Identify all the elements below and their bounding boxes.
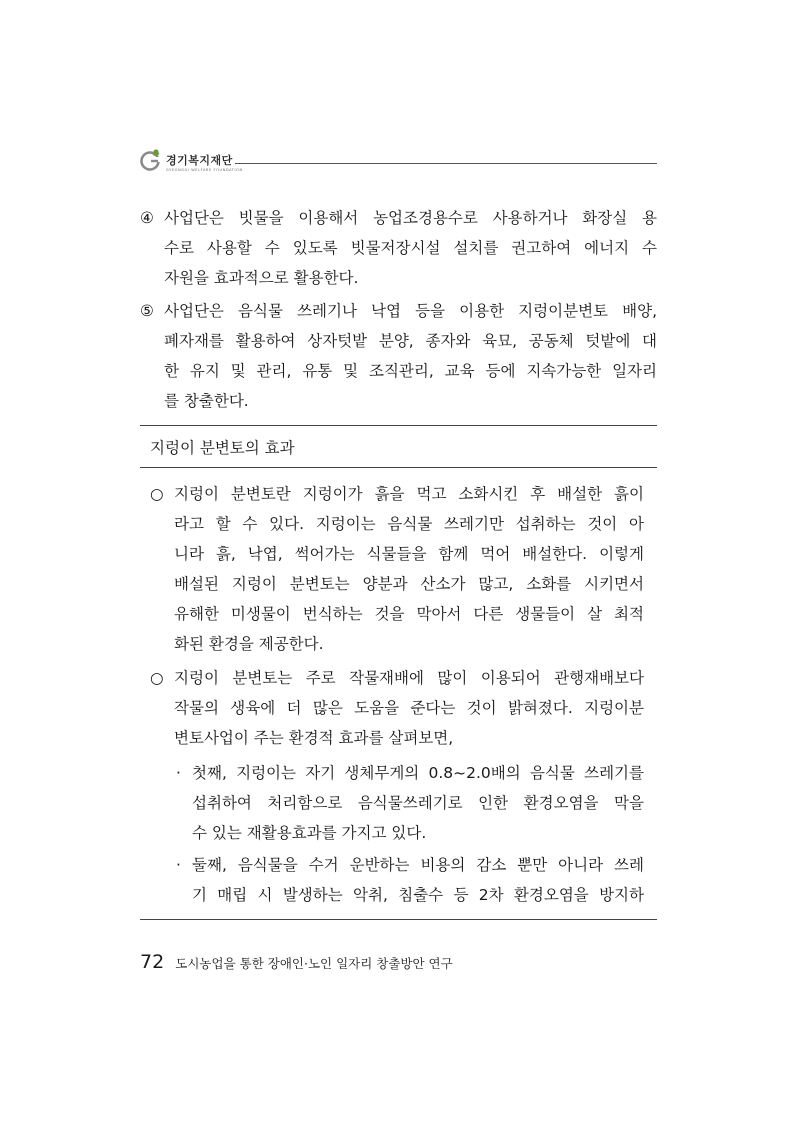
section-heading-box xyxy=(140,425,657,468)
text-line: 지렁이 분변토는 주로 작물재배에 많이 이용되어 관행재배보다 xyxy=(174,669,644,687)
text-line: 작물의 생육에 더 많은 도움을 준다는 것이 밝혀졌다. 지렁이분 xyxy=(174,699,644,717)
section-title: 지렁이 분변토의 효과 xyxy=(150,439,295,457)
text-line: 수로 사용할 수 있도록 빗물저장시설 설치를 권고하여 에너지 수 xyxy=(164,239,657,257)
text-line: 둘째, 음식물을 수거 운반하는 비용의 감소 뿐만 아니라 쓰레 xyxy=(192,856,644,874)
bullet-dot-icon: · xyxy=(176,856,181,874)
text-line: 사업단은 음식물 쓰레기나 낙엽 등을 이용한 지렁이분변토 배양, xyxy=(164,302,657,320)
sub-bullet-2 xyxy=(172,850,644,910)
text-line: 지렁이 분변토란 지렁이가 흙을 먹고 소화시킨 후 배설한 흙이 xyxy=(174,485,644,503)
page-footer xyxy=(140,951,453,973)
text-line: 한 유지 및 관리, 유통 및 조직관리, 교육 등에 지속가능한 일자리 xyxy=(164,362,657,380)
text-line: 폐자재를 활용하여 상자텃밭 분양, 종자와 육묘, 공동체 텃밭에 대 xyxy=(164,332,657,350)
bullet-item-2 xyxy=(150,663,644,753)
item-marker: ④ xyxy=(140,209,154,227)
text-line: 유해한 미생물이 번식하는 것을 막아서 다른 생물들이 살 최적 xyxy=(174,605,644,623)
text-line: 화된 환경을 제공한다. xyxy=(174,635,324,653)
foundation-subtitle: GYEONGGI WELFARE FOUNDATION xyxy=(166,168,243,172)
foundation-logo-icon xyxy=(140,148,162,172)
numbered-item-5 xyxy=(140,296,657,416)
bullet-dot-icon: · xyxy=(176,764,181,782)
text-line: 니라 흙, 낙엽, 썩어가는 식물들을 함께 먹어 배설한다. 이렇게 xyxy=(174,545,644,563)
text-line: 변토사업이 주는 환경적 효과를 살펴보면, xyxy=(174,729,454,747)
bottom-rule xyxy=(140,919,657,920)
text-line: 섭취하여 처리함으로 음식물쓰레기로 인한 환경오염을 막을 xyxy=(192,794,644,812)
text-line: 사업단은 빗물을 이용해서 농업조경용수로 사용하거나 화장실 용 xyxy=(164,209,657,227)
text-line: 배설된 지렁이 분변토는 양분과 산소가 많고, 소화를 시키면서 xyxy=(174,575,644,593)
bullet-circle-icon: ○ xyxy=(150,485,164,503)
book-title: 도시농업을 통한 장애인·노인 일자리 창출방안 연구 xyxy=(175,956,453,971)
sub-bullet-1 xyxy=(172,758,644,848)
text-line: 를 창출한다. xyxy=(164,392,249,410)
page-number: 72 xyxy=(140,951,165,973)
text-line: 라고 할 수 있다. 지렁이는 음식물 쓰레기만 섭취하는 것이 아 xyxy=(174,515,644,533)
text-line: 수 있는 재활용효과를 가지고 있다. xyxy=(192,824,427,842)
foundation-name: 경기복지재단 xyxy=(166,154,233,167)
bullet-item-1 xyxy=(150,479,644,659)
numbered-item-4 xyxy=(140,203,657,293)
text-line: 자원을 효과적으로 활용한다. xyxy=(164,269,359,287)
header-rule xyxy=(235,163,657,164)
page-header xyxy=(140,146,657,178)
bullet-circle-icon: ○ xyxy=(150,669,164,687)
item-marker: ⑤ xyxy=(140,302,154,320)
text-line: 첫째, 지렁이는 자기 생체무게의 0.8~2.0배의 음식물 쓰레기를 xyxy=(192,764,644,782)
text-line: 기 매립 시 발생하는 악취, 침출수 등 2차 환경오염을 방지하 xyxy=(192,886,644,904)
